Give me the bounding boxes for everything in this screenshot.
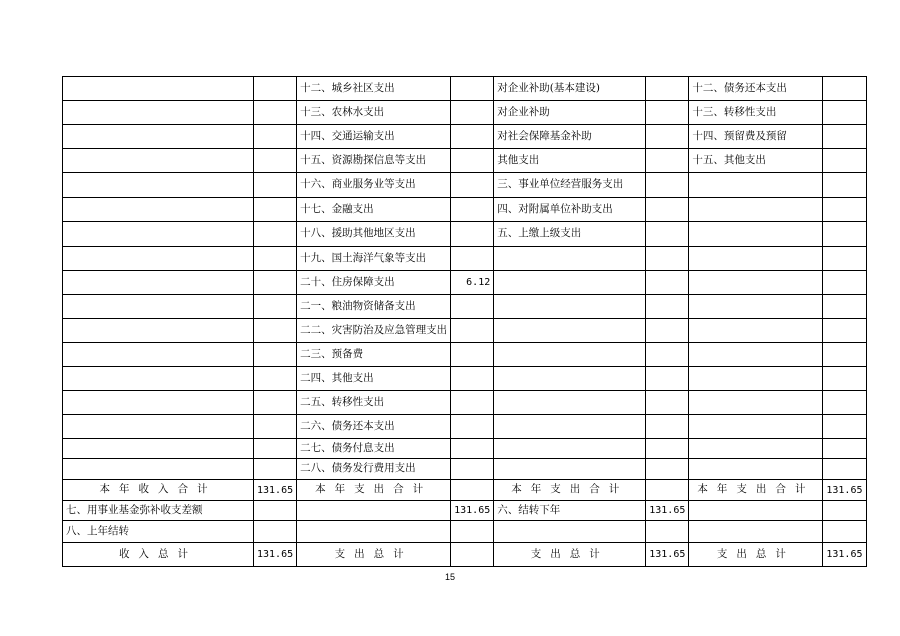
table-cell (689, 439, 823, 459)
table-cell (823, 415, 866, 439)
table-cell: 对社会保障基金补助 (494, 125, 646, 149)
table-cell (254, 459, 297, 480)
table-cell: 二五、转移性支出 (297, 391, 451, 415)
table-cell: 十四、交通运输支出 (297, 125, 451, 149)
table-cell (451, 149, 494, 173)
table-cell (689, 415, 823, 439)
table-cell (254, 149, 297, 173)
table-row (63, 149, 867, 173)
table-cell (451, 521, 494, 543)
table-cell: 131.65 (646, 543, 689, 567)
budget-table (62, 76, 867, 567)
table-cell (451, 222, 494, 247)
table-cell: 二三、预备费 (297, 343, 451, 367)
table-cell: 十九、国土海洋气象等支出 (297, 247, 451, 271)
table-cell (646, 271, 689, 295)
table-cell (254, 501, 297, 521)
table-cell (646, 459, 689, 480)
table-cell: 其他支出 (494, 149, 646, 173)
table-cell (63, 101, 254, 125)
table-cell: 本年支出合计 (494, 480, 646, 501)
table-cell: 6.12 (451, 271, 494, 295)
table-cell: 五、上缴上级支出 (494, 222, 646, 247)
table-cell (254, 222, 297, 247)
table-cell (646, 343, 689, 367)
table-cell (451, 101, 494, 125)
table-row (63, 101, 867, 125)
table-cell (823, 222, 866, 247)
table-row (63, 367, 867, 391)
table-cell (646, 367, 689, 391)
table-cell: 十八、援助其他地区支出 (297, 222, 451, 247)
table-cell (689, 247, 823, 271)
table-cell (689, 295, 823, 319)
table-cell: 十四、预留费及预留 (689, 125, 823, 149)
table-cell (494, 271, 646, 295)
table-cell (494, 415, 646, 439)
table-row (63, 271, 867, 295)
table-cell: 十三、转移性支出 (689, 101, 823, 125)
table-cell: 二二、灾害防治及应急管理支出 (297, 319, 451, 343)
table-cell (823, 521, 866, 543)
table-row (63, 501, 867, 521)
table-cell: 三、事业单位经营服务支出 (494, 173, 646, 198)
table-cell (451, 77, 494, 101)
table-cell (254, 101, 297, 125)
table-cell (254, 247, 297, 271)
table-row (63, 125, 867, 149)
table-cell (63, 271, 254, 295)
table-cell: 八、上年结转 (63, 521, 254, 543)
table-cell (823, 367, 866, 391)
table-cell (451, 247, 494, 271)
table-cell (451, 439, 494, 459)
table-cell (823, 77, 866, 101)
table-cell (494, 391, 646, 415)
table-cell (646, 173, 689, 198)
table-row (63, 173, 867, 198)
table-cell (646, 101, 689, 125)
table-cell (63, 173, 254, 198)
table-cell (494, 319, 646, 343)
table-cell (494, 367, 646, 391)
table-cell (646, 521, 689, 543)
table-cell: 二八、债务发行费用支出 (297, 459, 451, 480)
table-cell (823, 173, 866, 198)
table-cell (451, 295, 494, 319)
table-cell (689, 271, 823, 295)
table-row (63, 295, 867, 319)
table-cell: 十五、其他支出 (689, 149, 823, 173)
table-cell (254, 198, 297, 222)
table-cell (823, 343, 866, 367)
table-cell (254, 295, 297, 319)
table-cell (823, 271, 866, 295)
table-cell (646, 480, 689, 501)
table-cell (689, 173, 823, 198)
table-cell: 收入总计 (63, 543, 254, 567)
table-cell (63, 77, 254, 101)
table-cell (63, 367, 254, 391)
table-cell (451, 543, 494, 567)
table-cell: 十二、债务还本支出 (689, 77, 823, 101)
table-cell (451, 198, 494, 222)
table-cell: 二六、债务还本支出 (297, 415, 451, 439)
table-cell: 131.65 (823, 543, 866, 567)
table-cell (646, 125, 689, 149)
table-cell: 本年收入合计 (63, 480, 254, 501)
table-cell: 二七、债务付息支出 (297, 439, 451, 459)
table-cell (689, 343, 823, 367)
table-cell (254, 391, 297, 415)
table-cell (254, 521, 297, 543)
table-cell: 131.65 (254, 543, 297, 567)
table-cell: 二四、其他支出 (297, 367, 451, 391)
table-cell (63, 295, 254, 319)
page-number: 15 (444, 572, 455, 582)
table-cell (823, 198, 866, 222)
table-cell (646, 391, 689, 415)
table-cell: 二一、粮油物资储备支出 (297, 295, 451, 319)
table-cell (451, 480, 494, 501)
table-cell (254, 125, 297, 149)
table-cell (297, 521, 451, 543)
table-cell: 十七、金融支出 (297, 198, 451, 222)
table-cell (494, 521, 646, 543)
table-cell: 本年支出合计 (297, 480, 451, 501)
table-cell (823, 459, 866, 480)
table-cell (646, 295, 689, 319)
table-cell (63, 149, 254, 173)
table-cell (646, 247, 689, 271)
table-row (63, 77, 867, 101)
table-cell (689, 459, 823, 480)
table-cell (689, 198, 823, 222)
table-cell (646, 149, 689, 173)
table-cell (823, 295, 866, 319)
table-row (63, 439, 867, 459)
table-row (63, 543, 867, 567)
table-cell (451, 125, 494, 149)
table-cell (494, 295, 646, 319)
table-row (63, 480, 867, 501)
table-cell (689, 521, 823, 543)
table-cell (63, 125, 254, 149)
table-cell (451, 459, 494, 480)
table-cell (689, 367, 823, 391)
table-cell (646, 198, 689, 222)
table-cell (63, 247, 254, 271)
table-row (63, 319, 867, 343)
table-cell (823, 125, 866, 149)
table-cell (823, 149, 866, 173)
table-cell (646, 77, 689, 101)
table-cell (689, 391, 823, 415)
table-row (63, 247, 867, 271)
table-cell: 对企业补助 (494, 101, 646, 125)
table-cell: 四、对附属单位补助支出 (494, 198, 646, 222)
table-cell (254, 319, 297, 343)
table-cell: 十三、农林水支出 (297, 101, 451, 125)
table-cell: 本年支出合计 (689, 480, 823, 501)
table-cell (823, 101, 866, 125)
table-cell (254, 173, 297, 198)
table-cell (451, 415, 494, 439)
table-cell (451, 173, 494, 198)
table-cell: 支出总计 (689, 543, 823, 567)
table-cell (451, 391, 494, 415)
table-cell (823, 247, 866, 271)
table-cell: 十六、商业服务业等支出 (297, 173, 451, 198)
table-cell (494, 343, 646, 367)
table-cell (297, 501, 451, 521)
table-cell (254, 77, 297, 101)
table-cell (254, 367, 297, 391)
table-cell: 131.65 (646, 501, 689, 521)
table-cell (646, 222, 689, 247)
table-cell (63, 459, 254, 480)
table-cell (63, 222, 254, 247)
table-cell: 131.65 (451, 501, 494, 521)
table-row (63, 198, 867, 222)
table-cell (689, 319, 823, 343)
table-row (63, 343, 867, 367)
table-cell (254, 415, 297, 439)
table-cell (63, 391, 254, 415)
table-cell (823, 501, 866, 521)
table-cell: 131.65 (823, 480, 866, 501)
table-cell (451, 367, 494, 391)
table-cell: 十二、城乡社区支出 (297, 77, 451, 101)
table-row (63, 222, 867, 247)
table-cell (494, 439, 646, 459)
table-cell: 二十、住房保障支出 (297, 271, 451, 295)
table-cell (254, 343, 297, 367)
table-cell (63, 415, 254, 439)
table-cell: 131.65 (254, 480, 297, 501)
table-cell (823, 319, 866, 343)
table-cell (823, 391, 866, 415)
table-cell: 七、用事业基金弥补收支差额 (63, 501, 254, 521)
table-cell (689, 222, 823, 247)
table-cell (646, 319, 689, 343)
table-row (63, 521, 867, 543)
table-cell (646, 415, 689, 439)
table-row (63, 391, 867, 415)
table-cell (254, 271, 297, 295)
table-cell (823, 439, 866, 459)
table-cell: 支出总计 (297, 543, 451, 567)
table-cell (689, 501, 823, 521)
table-cell (63, 439, 254, 459)
table-cell (646, 439, 689, 459)
table-cell (63, 343, 254, 367)
table-cell (63, 198, 254, 222)
table-cell: 支出总计 (494, 543, 646, 567)
table-cell: 六、结转下年 (494, 501, 646, 521)
table-cell (451, 343, 494, 367)
table-cell: 对企业补助(基本建设) (494, 77, 646, 101)
table-cell: 十五、资源勘探信息等支出 (297, 149, 451, 173)
table-cell (63, 319, 254, 343)
table-cell (254, 439, 297, 459)
table-row (63, 459, 867, 480)
table-cell (494, 459, 646, 480)
table-row (63, 415, 867, 439)
table-cell (451, 319, 494, 343)
table-cell (494, 247, 646, 271)
